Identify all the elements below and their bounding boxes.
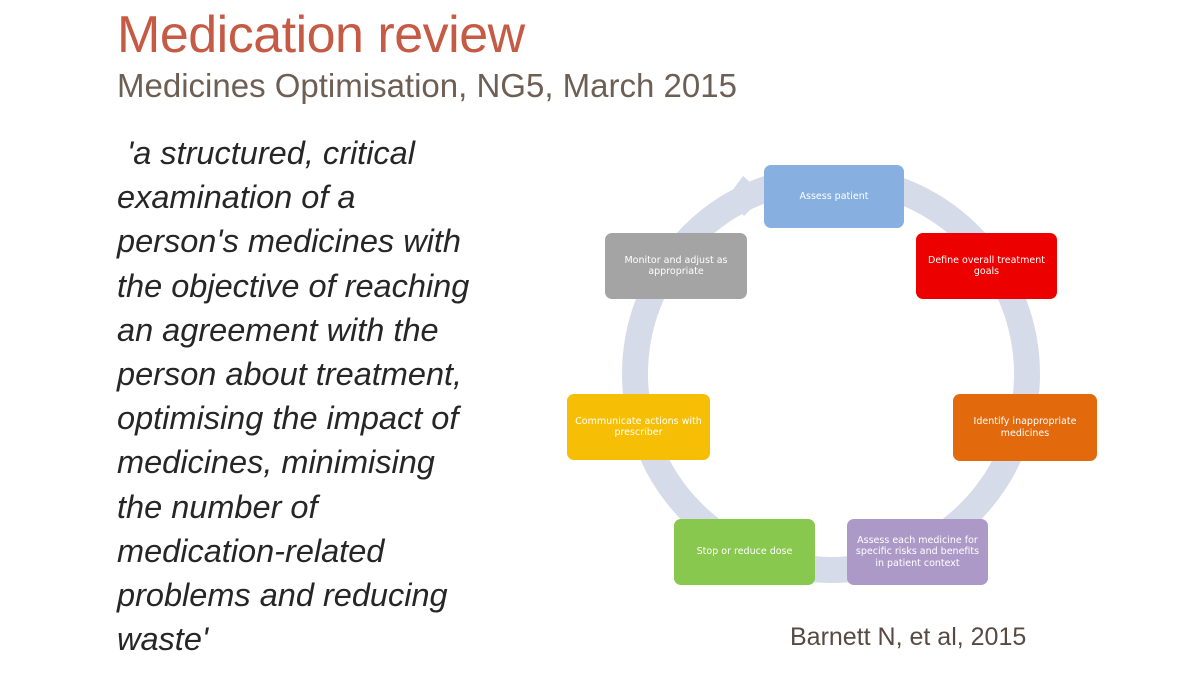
quote-line: 'a structured, critical xyxy=(127,135,415,171)
quote-line: an agreement with the xyxy=(117,311,439,348)
quote-line: the objective of reaching xyxy=(117,267,470,304)
quote-line: person about treatment, xyxy=(117,356,463,393)
step-stop-or-reduce-dose: Stop or reduce dose xyxy=(674,519,815,585)
quote-line: person's medicines with xyxy=(117,223,461,260)
quote-line: examination of a xyxy=(117,179,356,216)
quote-line: the number of xyxy=(117,488,318,525)
step-assess-each-medicine: Assess each medicine for specific risks and benefits in patient context xyxy=(847,519,988,585)
step-monitor-and-adjust: Monitor and adjust as appropriate xyxy=(605,233,747,299)
step-identify-inappropriate-medicines: Identify inappropriate medicines xyxy=(953,394,1097,461)
slide-title: Medication review xyxy=(117,6,525,64)
medication-review-cycle xyxy=(540,150,1140,600)
definition-quote xyxy=(117,131,547,661)
quote-line: waste' xyxy=(117,621,209,658)
quote-line: optimising the impact of xyxy=(117,400,459,437)
quote-line: problems and reducing xyxy=(117,577,448,614)
quote-line: medicines, minimising xyxy=(117,444,435,481)
step-define-treatment-goals: Define overall treatment goals xyxy=(916,233,1057,299)
slide-subtitle: Medicines Optimisation, NG5, March 2015 xyxy=(117,67,737,104)
step-communicate-with-prescriber: Communicate actions with prescriber xyxy=(567,394,710,460)
quote-line: medication-related xyxy=(117,532,385,569)
step-assess-patient: Assess patient xyxy=(764,165,904,228)
citation: Barnett N, et al, 2015 xyxy=(790,623,1027,651)
